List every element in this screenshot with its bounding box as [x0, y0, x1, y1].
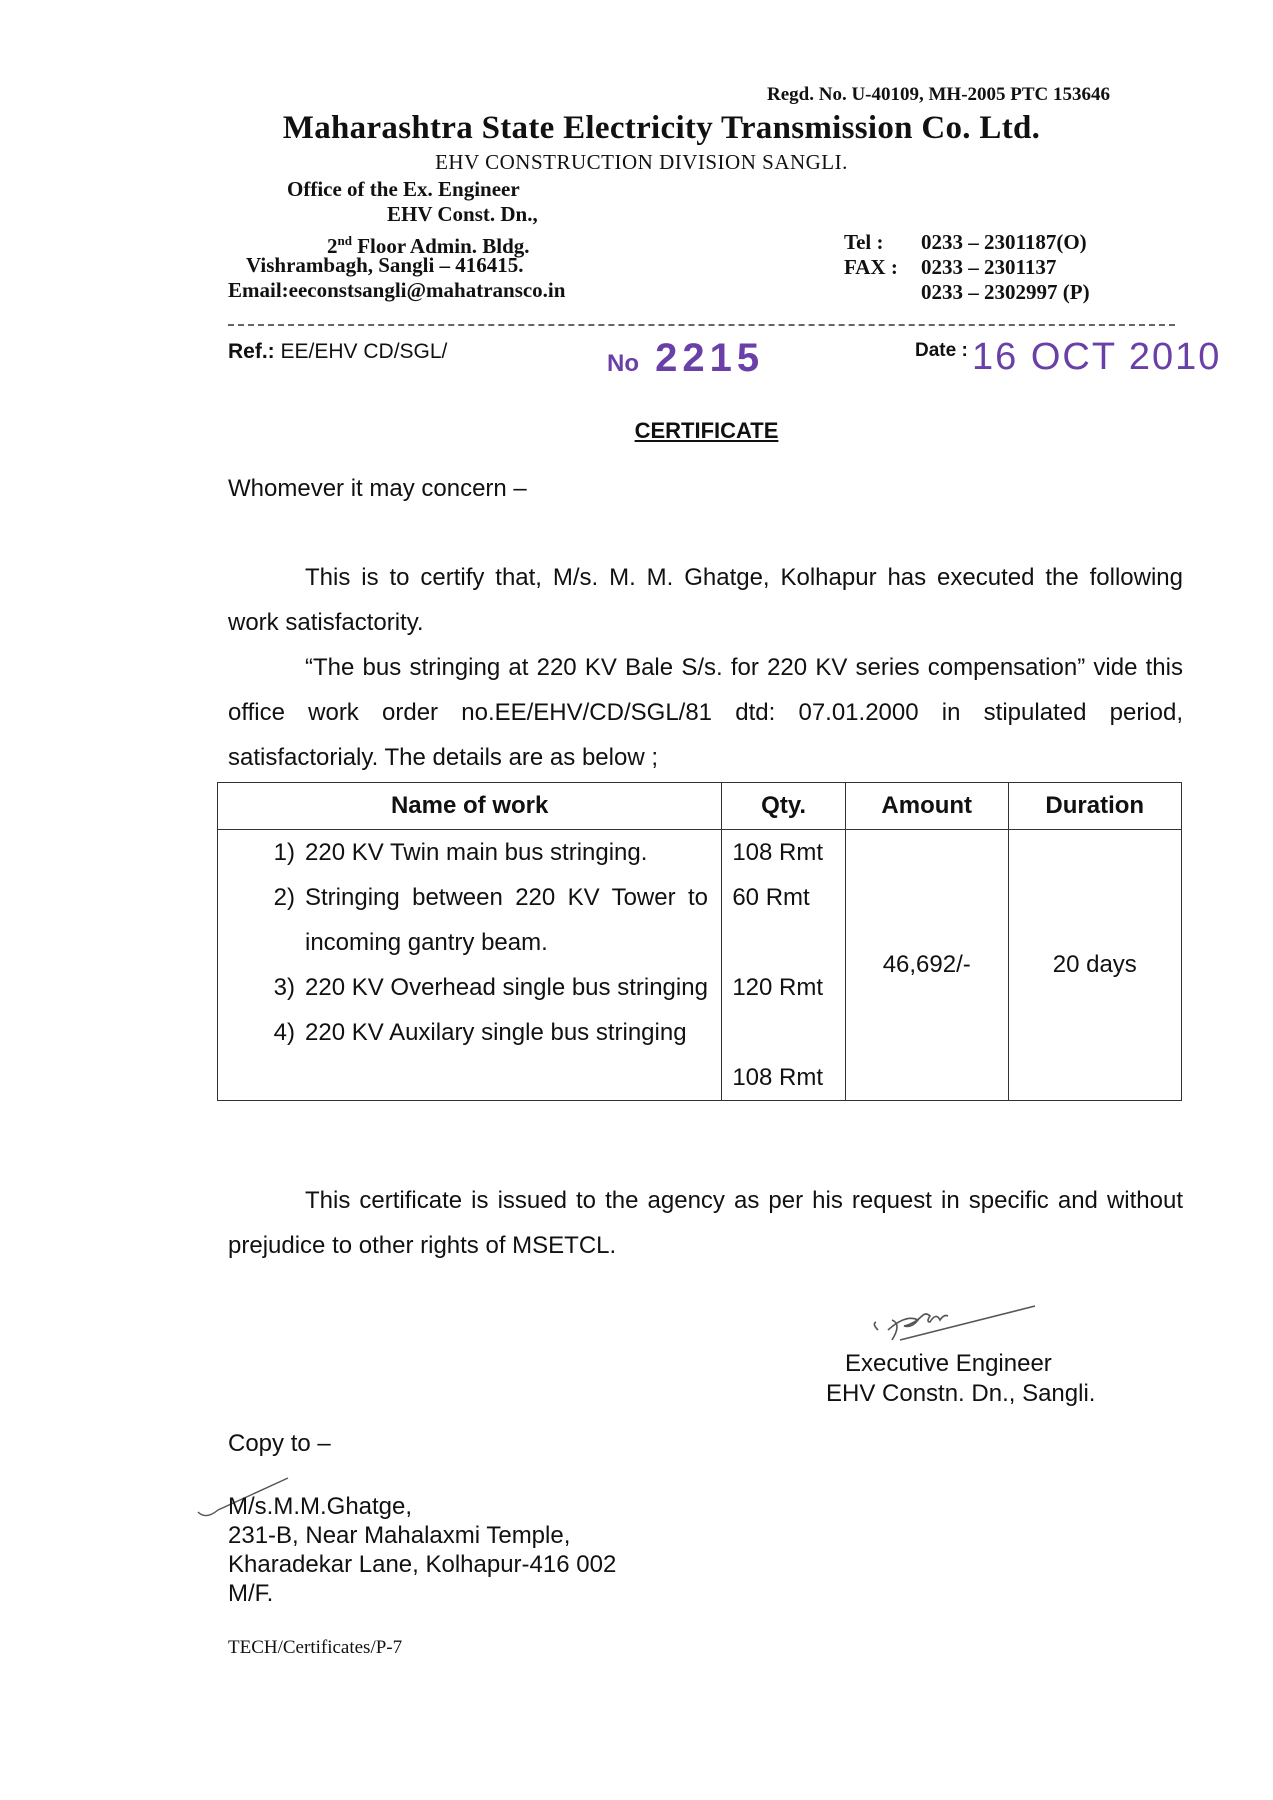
certificate-paragraph-3: This certificate is issued to the agency as per his request in specific and without prejudice to other rights of MSETCL.	[228, 1187, 1183, 1259]
work-item: 3) 220 KV Overhead single bus stringing	[273, 974, 708, 1001]
division-name: EHV CONSTRUCTION DIVISION SANGLI.	[435, 150, 848, 174]
reference-number: Ref.: EE/EHV CD/SGL/	[228, 340, 448, 363]
qty-value: 120 Rmt	[732, 974, 824, 1001]
work-item: 2) Stringing between 220 KV Tower to incoming gantry beam.	[273, 884, 708, 956]
copy-to-label: Copy to –	[228, 1430, 331, 1457]
work-names-cell	[218, 830, 722, 1101]
certificate-paragraph-1: This is to certify that, M/s. M. M. Ghatge, Kolhapur has executed the following work satisfactority.	[228, 564, 1183, 636]
signatory-title: Executive Engineer	[845, 1350, 1052, 1377]
copy-address-line-2: 231-B, Near Mahalaxmi Temple,	[228, 1522, 571, 1549]
company-name: Maharashtra State Electricity Transmission Co. Ltd.	[282, 110, 1041, 146]
header-qty: Qty.	[722, 783, 846, 830]
email-address: Email:eeconstsangli@mahatransco.in	[228, 278, 566, 302]
signatory-office: EHV Constn. Dn., Sangli.	[826, 1380, 1096, 1407]
salutation: Whomever it may concern –	[228, 475, 527, 502]
date-label: Date :	[915, 340, 968, 361]
work-item: 4) 220 KV Auxilary single bus stringing	[273, 1019, 687, 1046]
table-row	[218, 830, 1182, 1101]
header-amount: Amount	[845, 783, 1008, 830]
tel-label: Tel :	[844, 230, 884, 254]
header-duration: Duration	[1008, 783, 1181, 830]
header-divider	[228, 324, 1175, 326]
date-stamp: 16 OCT 2010	[972, 336, 1222, 378]
address-line-1: Office of the Ex. Engineer	[287, 177, 520, 201]
address-line-3: 2nd Floor Admin. Bldg.	[327, 233, 530, 258]
copy-address-line-3: Kharadekar Lane, Kolhapur-416 002	[228, 1551, 617, 1578]
header-name-of-work: Name of work	[218, 783, 722, 830]
work-details-table	[217, 782, 1182, 1101]
address-line-2: EHV Const. Dn.,	[387, 202, 538, 226]
qty-value: 60 Rmt	[732, 884, 810, 911]
address-line-4: Vishrambagh, Sangli – 416415.	[246, 253, 524, 277]
copy-address-line-1: M/s.M.M.Ghatge,	[228, 1493, 413, 1520]
table-header-row	[218, 783, 1182, 830]
duration-cell: 20 days	[1008, 830, 1181, 1101]
copy-address-line-4: M/F.	[228, 1580, 274, 1607]
work-item: 1) 220 KV Twin main bus stringing.	[273, 839, 648, 866]
tel-number: 0233 – 2301187(O)	[921, 230, 1087, 254]
number-stamp: No 2215	[607, 336, 765, 380]
fax-number: 0233 – 2301137	[921, 255, 1057, 279]
footer-reference: TECH/Certificates/P-7	[228, 1637, 403, 1658]
extra-number: 0233 – 2302997 (P)	[921, 280, 1090, 304]
registration-number: Regd. No. U-40109, MH-2005 PTC 153646	[767, 84, 1111, 105]
amount-cell: 46,692/-	[845, 830, 1008, 1101]
certificate-title: CERTIFICATE	[634, 418, 779, 443]
fax-label: FAX :	[844, 255, 898, 279]
qty-value: 108 Rmt	[732, 1064, 824, 1091]
qty-value: 108 Rmt	[732, 839, 824, 866]
quantities-cell	[722, 830, 846, 1101]
certificate-paragraph-2: “The bus stringing at 220 KV Bale S/s. for 220 KV series compensation” vide this office work order no.EE/EHV/CD/SGL/81 dtd: 07.01.2000 in stipulated period, satisfactorialy. The details are as below ;	[228, 654, 1183, 771]
